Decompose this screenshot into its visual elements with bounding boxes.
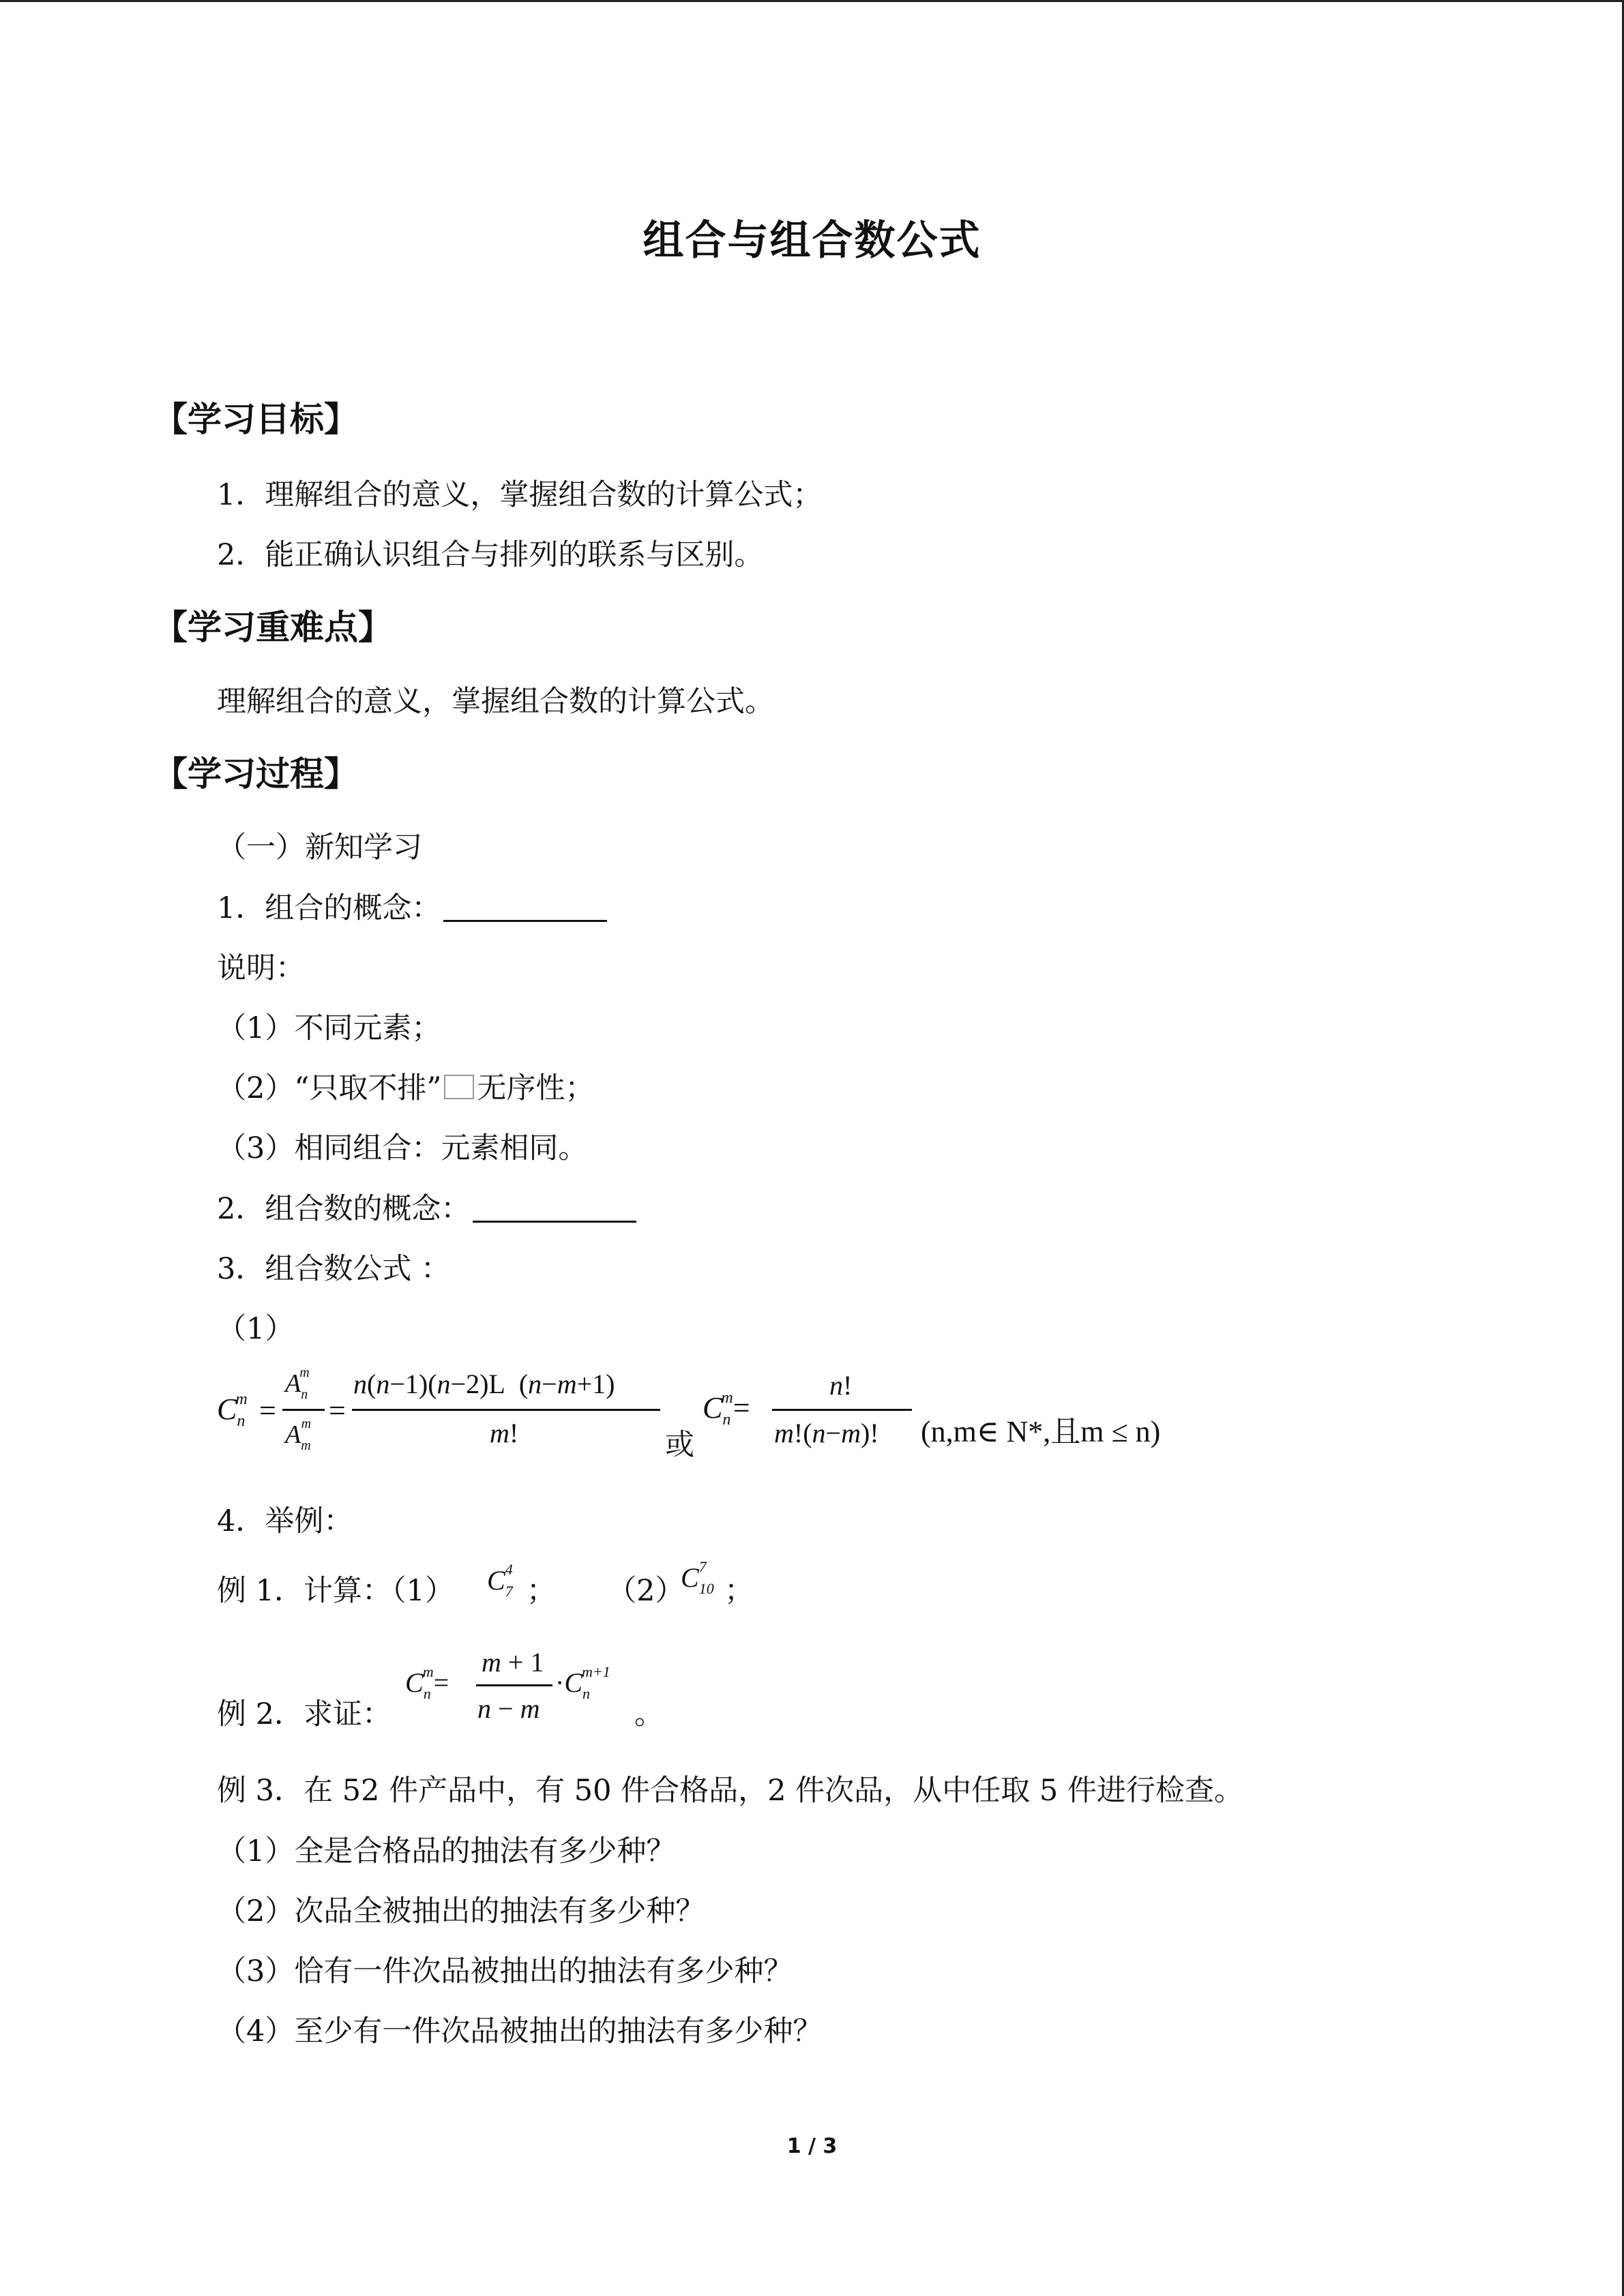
ex2-c-n-m: $C_n^m=$ [405, 1663, 449, 1702]
formula-condition: (n,m∈ N*,且m ≤ n) [921, 1415, 1161, 1448]
ex2-c-n-m-plus-1: $\cdot C_n^{m+1}$ [555, 1663, 610, 1702]
fraction-bar-3 [772, 1409, 912, 1411]
heading-key-points: 【学习重难点】 [153, 608, 392, 647]
page-number: 1 / 3 [786, 2134, 838, 2158]
note-1: （1）不同元素； [217, 1011, 441, 1045]
formula-denominator-2: m!(n−m)! [774, 1418, 879, 1448]
formula-denominator: m! [490, 1418, 519, 1448]
concept-blank [443, 894, 607, 922]
fraction-bar-2 [352, 1409, 660, 1411]
ex2-numerator: m + 1 [482, 1647, 544, 1678]
fraction-bar-4 [476, 1684, 552, 1686]
example-1 [217, 1574, 454, 1608]
formula-a-m-m: $A_m^m$ [285, 1416, 312, 1453]
example-3-q4: （4）至少有一件次品被抽出的抽法有多少种？ [217, 2014, 823, 2048]
count-label: 2．组合数的概念： [217, 1192, 471, 1226]
key-points-text: 理解组合的意义，掌握组合数的计算公式。 [217, 685, 774, 719]
objective-2: 2．能正确认识组合与排列的联系与区别。 [217, 538, 764, 572]
formula-numerator: n(n−1)(n−2)L (n−m+1) [353, 1369, 615, 1399]
example-3-q3: （3）恰有一件次品被抽出的抽法有多少种？ [217, 1954, 793, 1988]
heading-objectives: 【学习目标】 [153, 400, 358, 439]
note-2 [217, 1071, 595, 1105]
note-3: （3）相同组合：元素相同。 [217, 1131, 588, 1165]
count-blank [473, 1195, 636, 1223]
example-2-end: 。 [634, 1697, 664, 1731]
page-title: 组合与组合数公式 [643, 217, 981, 265]
formula-eq-2: = [329, 1394, 346, 1427]
ex1-c-7-4: $C_7^4$ [487, 1561, 513, 1600]
formula-item: （1） [217, 1312, 295, 1346]
explain-label: 说明： [217, 951, 305, 985]
ex2-denominator: n − m [477, 1693, 540, 1724]
example-3-q1: （1）全是合格品的抽法有多少种？ [217, 1834, 676, 1868]
ex1-c-10-7: $C_{10}^7$ [681, 1558, 714, 1597]
formula-label: 3．组合数公式 ： [217, 1252, 451, 1286]
concept-line [217, 891, 607, 925]
part-new-knowledge: （一）新知学习 [217, 831, 422, 865]
formula-or: 或 [665, 1428, 694, 1462]
note-2-suffix: 无序性； [477, 1071, 595, 1105]
fraction-bar-1 [282, 1409, 325, 1411]
formula-c-n-m: $C_n^m$ [217, 1390, 248, 1430]
examples-label: 4．举例： [217, 1504, 353, 1538]
formula-eq-1: = [259, 1394, 276, 1427]
concept-label: 1．组合的概念： [217, 891, 441, 925]
formula-c-n-m-2: $C_n^m=$ [703, 1389, 750, 1429]
count-line [217, 1192, 636, 1226]
note-2-prefix: （2）“只取不排” [217, 1071, 442, 1105]
ex1-semi-2: ； [724, 1574, 754, 1608]
page-border-top [0, 0, 1624, 2]
example-3: 例 3．在 52 件产品中，有 50 件合格品，2 件次品，从中任取 5 件进行检查。 [217, 1774, 1243, 1808]
example-3-q2: （2）次品全被抽出的抽法有多少种？ [217, 1894, 705, 1928]
ex1-semi-1: ； [527, 1574, 556, 1608]
heading-process: 【学习过程】 [153, 754, 358, 794]
formula-a-n-m: $A_n^m$ [285, 1365, 310, 1402]
formula-n-factorial: n! [829, 1370, 853, 1401]
ex1-part-2: （2） [607, 1574, 685, 1608]
example-1-label: 例 1．计算：（1） [217, 1574, 454, 1608]
example-2-label: 例 2．求证： [217, 1697, 392, 1731]
objective-1: 1．理解组合的意义，掌握组合数的计算公式； [217, 478, 823, 512]
placeholder-box [444, 1075, 474, 1099]
